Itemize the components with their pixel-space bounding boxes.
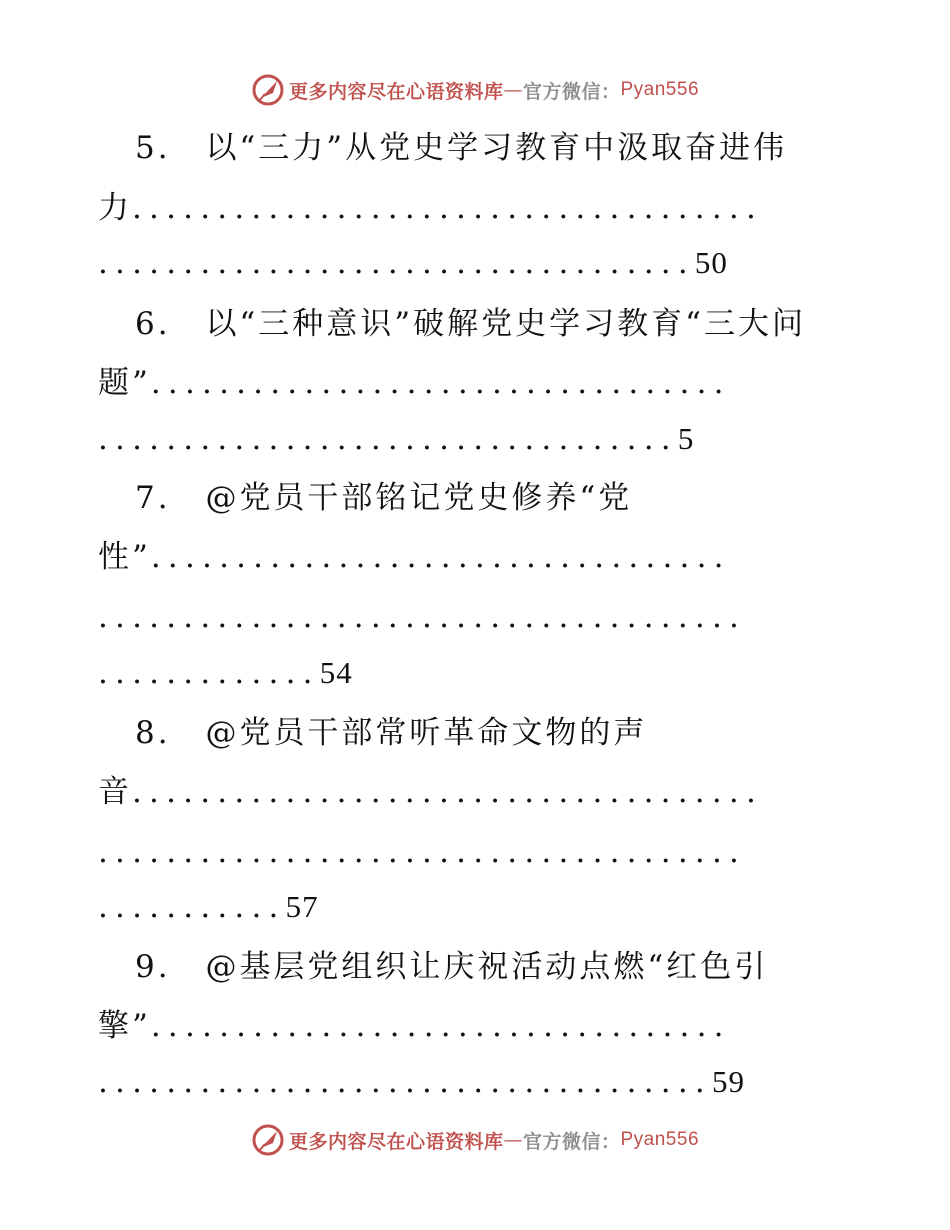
toc-entry-9-title-line bbox=[135, 937, 768, 997]
banner-dash: — bbox=[503, 1129, 523, 1151]
toc-entry-6-leader-line bbox=[98, 353, 731, 413]
toc-page-number: 5 bbox=[677, 421, 695, 456]
toc-entry-8-leader-line bbox=[98, 762, 763, 822]
footer-banner bbox=[0, 1120, 950, 1160]
toc-entry-6-page-line bbox=[98, 409, 694, 469]
dot-leader: ..................................... bbox=[132, 190, 763, 226]
toc-page-number: 59 bbox=[711, 1064, 745, 1099]
toc-entry-5-leader-line bbox=[98, 178, 763, 238]
toc-entry-7-page-line bbox=[98, 643, 353, 703]
toc-entry-title: @党员干部铭记党史修养“党 bbox=[205, 480, 633, 516]
toc-page-number: 57 bbox=[285, 889, 319, 924]
toc-entry-8-title-line bbox=[135, 703, 647, 763]
banner-wechat-id: Pyan556 bbox=[620, 1129, 700, 1150]
toc-entry-number: 5. bbox=[135, 130, 171, 166]
banner-wechat-label: 官方微信： bbox=[522, 1130, 621, 1153]
dot-leader: .................................. bbox=[150, 539, 731, 575]
toc-entry-title: @基层党组织让庆祝活动点燃“红色引 bbox=[205, 949, 769, 985]
dot-leader: .................................... bbox=[98, 1064, 712, 1100]
toc-page-number: 50 bbox=[694, 245, 728, 280]
toc-entry-title: 以“三种意识”破解党史学习教育“三大问 bbox=[205, 306, 806, 342]
toc-entry-7-leader-line bbox=[98, 527, 731, 587]
banner-dash: — bbox=[503, 79, 523, 101]
dot-leader: .................................. bbox=[150, 1008, 731, 1044]
toc-entry-8-leader-line-2 bbox=[98, 822, 746, 882]
dot-leader: ............. bbox=[98, 655, 320, 691]
toc-entry-8-page-line bbox=[98, 877, 319, 937]
toc-page-number: 54 bbox=[319, 655, 353, 690]
toc-entry-title-continuation: 力 bbox=[98, 190, 132, 226]
toc-entry-number: 9. bbox=[135, 949, 171, 985]
dot-leader: ................................... bbox=[98, 245, 695, 281]
toc-entry-title-continuation: 题” bbox=[98, 365, 151, 401]
dot-leader: ..................................... bbox=[132, 774, 763, 810]
toc-entry-number: 7. bbox=[135, 480, 171, 516]
banner-main-text: 更多内容尽在心语资料库 bbox=[288, 1130, 504, 1153]
toc-entry-9-page-line bbox=[98, 1052, 745, 1112]
quill-logo-icon bbox=[251, 73, 285, 107]
toc-entry-title-continuation: 音 bbox=[98, 774, 132, 810]
dot-leader: ...................................... bbox=[98, 834, 747, 870]
banner-main-text: 更多内容尽在心语资料库 bbox=[288, 80, 504, 103]
toc-entry-5-title-line bbox=[135, 118, 787, 178]
dot-leader: .................................. bbox=[150, 365, 731, 401]
toc-entry-title-continuation: 擎” bbox=[98, 1008, 151, 1044]
dot-leader: ........... bbox=[98, 889, 286, 925]
toc-entry-title-continuation: 性” bbox=[98, 539, 151, 575]
toc-entry-number: 8. bbox=[135, 715, 171, 751]
dot-leader: ...................................... bbox=[98, 599, 747, 635]
quill-logo-icon bbox=[251, 1123, 285, 1157]
toc-entry-title: @党员干部常听革命文物的声 bbox=[205, 715, 648, 751]
banner-wechat-id: Pyan556 bbox=[620, 79, 700, 100]
toc-entry-6-title-line bbox=[135, 294, 806, 354]
toc-entry-5-page-line bbox=[98, 233, 728, 293]
toc-entry-number: 6. bbox=[135, 306, 171, 342]
header-banner bbox=[0, 70, 950, 110]
banner-wechat-label: 官方微信： bbox=[522, 80, 621, 103]
dot-leader: .................................. bbox=[98, 421, 678, 457]
toc-entry-9-leader-line bbox=[98, 996, 731, 1056]
toc-entry-7-title-line bbox=[135, 468, 632, 528]
toc-entry-title: 以“三力”从党史学习教育中汲取奋进伟 bbox=[205, 130, 788, 166]
toc-entry-7-leader-line-2 bbox=[98, 587, 746, 647]
